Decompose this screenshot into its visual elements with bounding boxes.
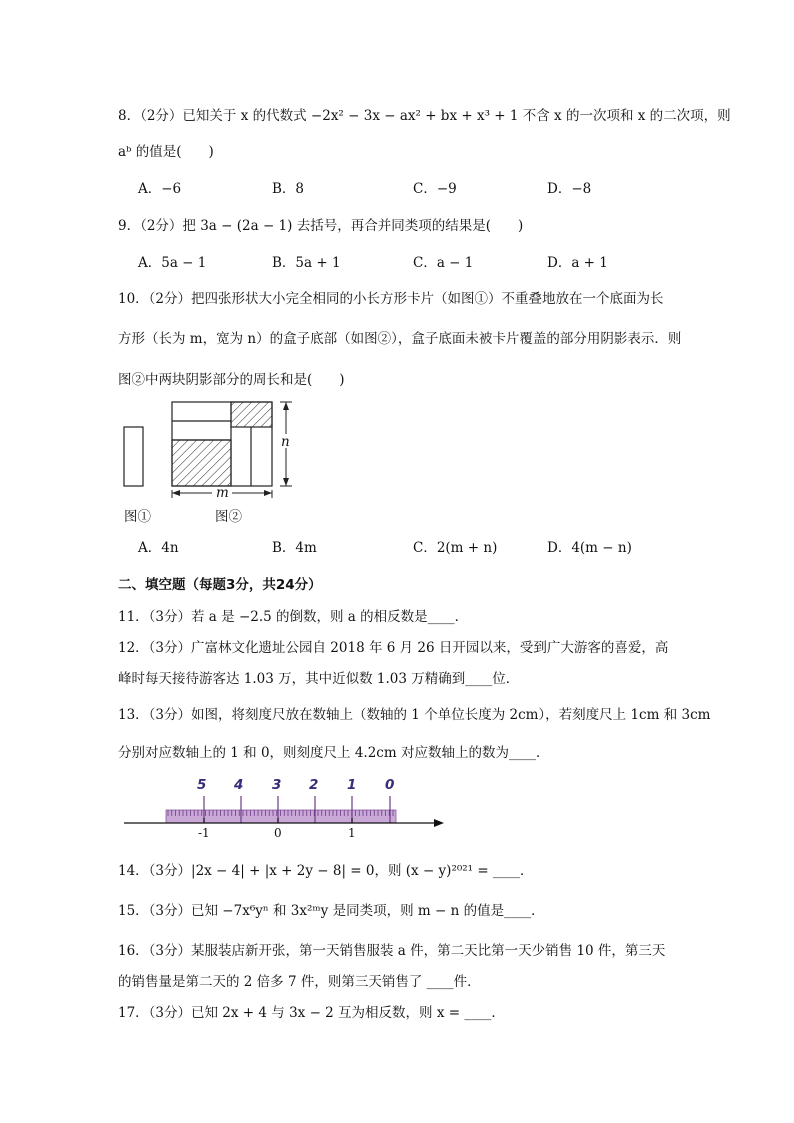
q8-text-line1: 8．（2分）已知关于 x 的代数式 −2x² − 3x − ax² + bx + x³ + 1 不含 x 的一次项和 x 的二次项，则	[118, 108, 731, 124]
q10-text-line2: 方形（长为 m，宽为 n）的盒子底部（如图②），盒子底面未被卡片覆盖的部分用阴影表示．则	[118, 331, 682, 347]
q10-option-d[interactable]: D．4(m − n)	[547, 540, 632, 556]
q8-option-d[interactable]: D．−8	[547, 181, 592, 197]
q16-text-line1: 16．（3分）某服装店新开张，第一天销售服装 a 件，第二天比第一天少销售 10 件，第三天	[118, 943, 666, 959]
q10-option-b[interactable]: B．4m	[272, 540, 317, 556]
section-title: 二、填空题（每题3分，共24分）	[118, 577, 322, 593]
q16-text-line2: 的销售量是第二天的 2 倍多 7 件，则第三天销售了 ____件．	[118, 974, 481, 990]
ruler-label-2: 2	[309, 777, 319, 793]
axis-label-minus-1: -1	[198, 826, 210, 840]
q9-option-d[interactable]: D．a + 1	[547, 255, 608, 271]
axis-label-1: 1	[348, 826, 356, 840]
number-line-arrow	[434, 819, 444, 827]
q9-text: 9．（2分）把 3a − (2a − 1) 去括号，再合并同类项的结果是( )	[118, 218, 524, 234]
q10-option-a[interactable]: A．4n	[138, 540, 179, 556]
fig1-label: 图①	[124, 509, 151, 525]
q13-text-line1: 13．（3分）如图，将刻度尺放在数轴上（数轴的 1 个单位长度为 2cm），若刻度尺上 1cm 和 3cm	[118, 707, 711, 723]
q12-text-line1: 12．（3分）广富林文化遗址公园自 2018 年 6 月 26 日开园以来，受到广大游客的喜爱，高	[118, 640, 669, 656]
q10-text-line3: 图②中两块阴影部分的周长和是( )	[118, 372, 345, 388]
ruler-label-0: 0	[385, 777, 395, 793]
q8-option-c[interactable]: C．−9	[413, 181, 457, 197]
q14-text: 14．（3分）|2x − 4| + |x + 2y − 8| = 0，则 (x − y)²⁰²¹ = ____．	[118, 863, 534, 879]
q15-text: 15．（3分）已知 −7x⁶yⁿ 和 3x²ᵐy 是同类项，则 m − n 的值是____．	[118, 903, 545, 919]
q17-text: 17．（3分）已知 2x + 4 与 3x − 2 互为相反数，则 x = ____．	[118, 1005, 505, 1021]
q10-option-c[interactable]: C．2(m + n)	[413, 540, 498, 556]
q8-option-a[interactable]: A．−6	[138, 181, 182, 197]
label-m: m	[216, 485, 229, 501]
q8-option-b[interactable]: B．8	[272, 181, 305, 197]
ruler-label-3: 3	[272, 777, 282, 793]
q12-text-line2: 峰时每天接待游客达 1.03 万，其中近似数 1.03 万精确到____位．	[118, 671, 520, 687]
ruler-label-1: 1	[347, 777, 357, 793]
q13-text-line2: 分别对应数轴上的 1 和 0，则刻度尺上 4.2cm 对应数轴上的数为____．	[118, 745, 550, 761]
q9-option-b[interactable]: B．5a + 1	[272, 255, 341, 271]
q8-text-line2: aᵇ 的值是( )	[118, 144, 214, 160]
axis-label-0: 0	[274, 826, 282, 840]
ruler-label-4: 4	[234, 777, 244, 793]
q10-text-line1: 10．（2分）把四张形状大小完全相同的小长方形卡片（如图①）不重叠地放在一个底面为长	[118, 291, 664, 307]
fig2-label: 图②	[215, 509, 242, 525]
label-n: n	[281, 434, 290, 450]
q9-option-c[interactable]: C．a − 1	[413, 255, 474, 271]
ruler-label-5: 5	[197, 777, 207, 793]
ruler	[166, 810, 396, 823]
q9-option-a[interactable]: A．5a − 1	[138, 255, 207, 271]
q11-text: 11．（3分）若 a 是 −2.5 的倒数，则 a 的相反数是____．	[118, 609, 469, 625]
